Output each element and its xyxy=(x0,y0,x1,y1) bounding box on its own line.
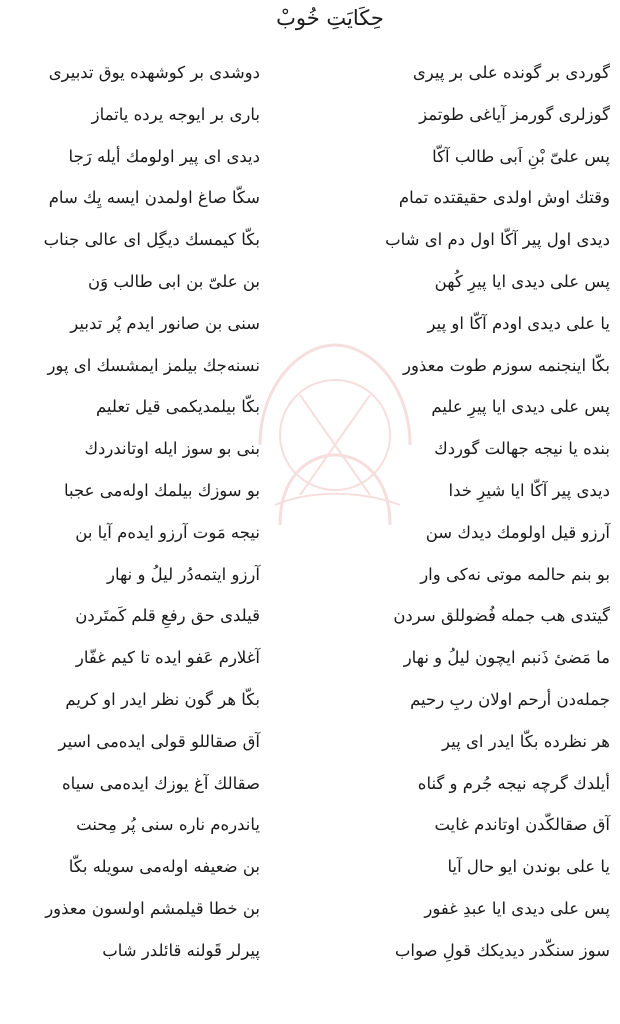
second-hemistich: نیجه مَوت آرزو ایدەم آیا بن xyxy=(75,522,260,542)
couplet-row xyxy=(0,220,620,260)
first-hemistich: آرزو قیل اولومك دیدك سن xyxy=(425,522,610,542)
second-hemistich: دوشدی بر کوشهده یوق تدبیری xyxy=(48,63,260,82)
couplet-row xyxy=(0,346,620,386)
first-hemistich: أیلدك گرچه نیجه جُرم و گناه xyxy=(417,773,610,793)
couplet-row xyxy=(0,471,620,511)
second-hemistich: یاندرەم ناره سنی پُر مِحنت xyxy=(76,815,260,835)
first-hemistich: هر نظرده بكّا ایدر ای پیر xyxy=(442,731,610,751)
first-hemistich: بكّا اینجنمه سوزم طوت معذور xyxy=(403,355,610,375)
couplet-row xyxy=(0,889,620,929)
second-hemistich: بنی بو سوز ایله اوتاندردك xyxy=(84,439,260,459)
couplet-row xyxy=(0,847,620,887)
first-hemistich: گیتدی هب جمله فُضوللق سردن xyxy=(393,606,610,626)
second-hemistich: نسنه‌جك بیلمز ایمشسك ای پور xyxy=(47,355,260,375)
second-hemistich: سكّا صاغ اولمدن ایسه یِك سام xyxy=(48,188,260,208)
first-hemistich: یا علی بوندن ایو حال آیا xyxy=(447,857,610,877)
first-hemistich: سوز سنكّدر دیدیكك قولِ صواب xyxy=(394,940,610,960)
first-hemistich: بو بنم حالمه موتی نه‌کی وار xyxy=(420,564,610,584)
couplet-row xyxy=(0,722,620,762)
second-hemistich: باری بر ایوجه یرده یاتماز xyxy=(91,104,260,124)
couplet-row xyxy=(0,555,620,595)
first-hemistich: گوزلری گورمز آیاغی طوتمز xyxy=(419,104,610,124)
second-hemistich: بو سوزك بیلمك اولەمی عجبا xyxy=(63,481,260,500)
first-hemistich: آق صقالكّدن اوتاندم غایت xyxy=(434,815,610,835)
first-hemistich: پس علی دیدی ایا عبدِ غفور xyxy=(424,899,610,918)
couplet-row xyxy=(0,931,620,971)
second-hemistich: صقالك آغ یوزك ایدەمی سیاه xyxy=(62,773,260,793)
second-hemistich: بن ضعیفه اولەمی سویله بكّا xyxy=(68,857,260,877)
couplet-row xyxy=(0,680,620,720)
couplet-row xyxy=(0,95,620,135)
couplet-row xyxy=(0,596,620,636)
first-hemistich: جمله‌دن أرحم اولان ربِ رحیم xyxy=(410,690,610,709)
page-title: حِكَايَتِ خُوبْ xyxy=(276,6,384,30)
second-hemistich: پیرلر قَولنه قائلدر شاب xyxy=(102,940,260,960)
couplet-row xyxy=(0,429,620,469)
couplet-row xyxy=(0,262,620,302)
couplet-row xyxy=(0,53,620,93)
couplet-row xyxy=(0,178,620,218)
first-hemistich: پس علیّ بْنِ اَبی طالب آكّا xyxy=(432,146,610,166)
first-hemistich: پس علی دیدی ایا پیرِ كُهن xyxy=(434,272,610,291)
second-hemistich: دیدی ای پیر اولومك أیله رَجا xyxy=(68,146,260,166)
second-hemistich: بن علیّ بن ابی طالب وَن xyxy=(88,272,260,291)
first-hemistich: گوردی بر گونده علی بر پیری xyxy=(412,63,610,82)
couplet-row xyxy=(0,513,620,553)
second-hemistich: سنی بن صانور ایدم پُر تدبیر xyxy=(70,313,260,333)
couplet-row xyxy=(0,805,620,845)
couplet-row xyxy=(0,304,620,344)
second-hemistich: بكّا هر گون نظر ایدر او كریم xyxy=(65,690,260,709)
first-hemistich: وقتك اوش اولدی حقیقتده تمام xyxy=(398,188,610,208)
second-hemistich: آغلارم عَفو ایده تا كیم غفّار xyxy=(75,648,260,668)
second-hemistich: آق صقاللو قولی ایدەمی اسیر xyxy=(58,731,260,751)
first-hemistich: پس علی دیدی ایا پیرِ علیم xyxy=(431,397,610,417)
first-hemistich: ما مَضیٔ ذَنبم ایچون لیلُ و نهار xyxy=(403,648,610,668)
second-hemistich: قیلدی حق رفعِ قلم كَمتَردن xyxy=(75,606,260,626)
couplet-row xyxy=(0,137,620,177)
first-hemistich: یا علی دیدی اودم آكّا او پیر xyxy=(427,313,610,333)
second-hemistich: آرزو ایتمه‌دُر لیلُ و نهار xyxy=(107,564,260,584)
first-hemistich: بنده یا نیجه جهالت گوردك xyxy=(434,439,610,459)
couplet-row xyxy=(0,764,620,804)
second-hemistich: بن خطا قیلمشم اولسون معذور xyxy=(45,899,260,918)
first-hemistich: دیدی اول پیر آكّا اول دم ای شاب xyxy=(385,230,610,250)
second-hemistich: بكّا کیمسك دیگِل ای عالی جناب xyxy=(43,230,260,250)
first-hemistich: دیدی پیر آكّا ایا شیرِ خدا xyxy=(448,481,610,500)
couplet-row xyxy=(0,387,620,427)
second-hemistich: بكّا بیلمدیكمی قیل تعلیم xyxy=(95,397,260,417)
couplet-row xyxy=(0,638,620,678)
